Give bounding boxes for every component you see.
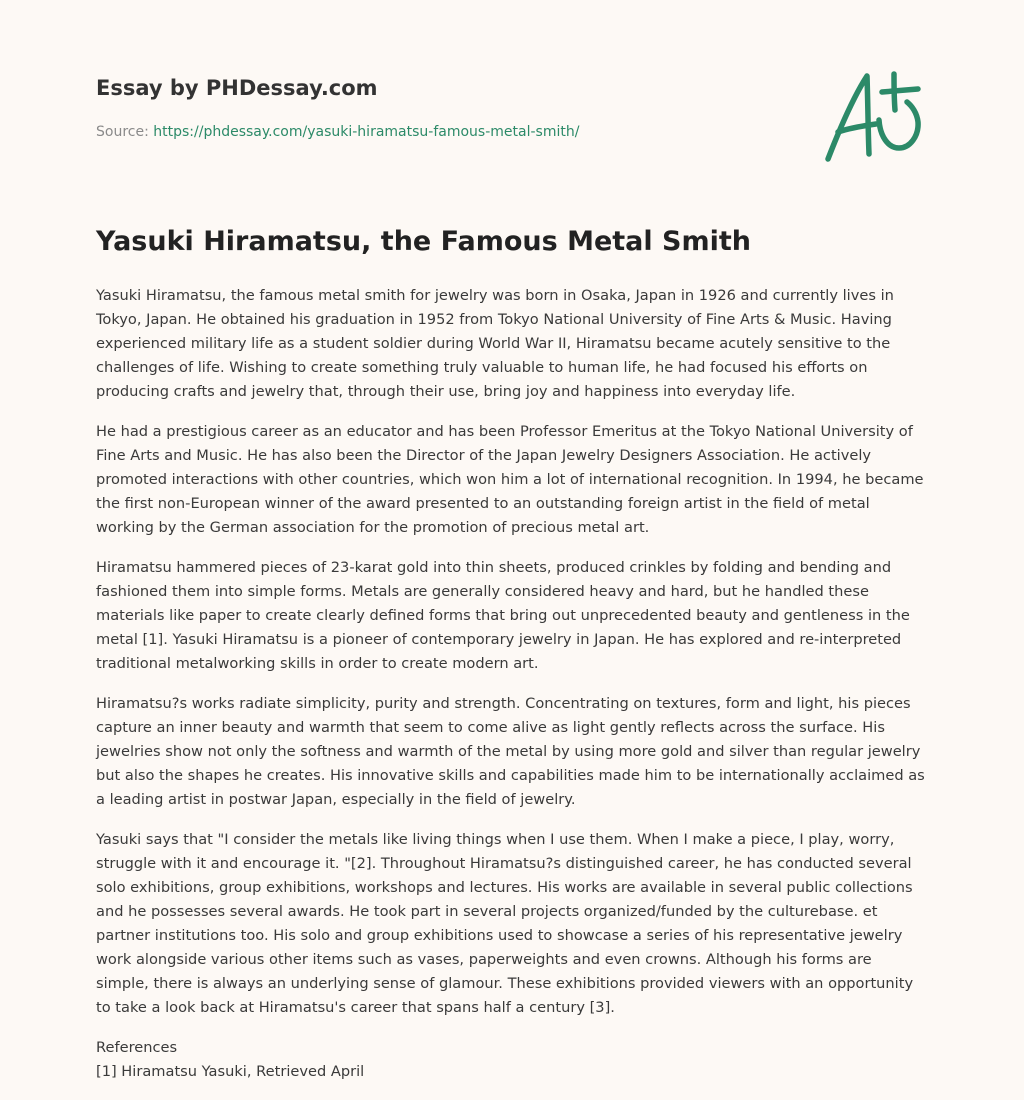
references-heading: References — [96, 1039, 178, 1056]
source-line — [96, 124, 579, 140]
paragraph-4: Hiramatsu?s works radiate simplicity, purity and strength. Concentrating on textures, form and light, his pieces capture an inner beauty and warmth that seem to come alive as light gently reflects across the surface. His jewelries show not only the softness and warmth of the metal by using more gold and silver than regular jewelry but also the shapes he creates. His innovative skills and capabilities made him to be internationally acclaimed as a leading artist in postwar Japan, especially in the field of jewelry. — [96, 695, 925, 808]
page-header — [96, 0, 928, 190]
paragraph-2: He had a prestigious career as an educator and has been Professor Emeritus at the Tokyo National University of Fine Arts and Music. He has also been the Director of the Japan Jewelry Designers Association. He actively promoted interactions with other countries, which won him a lot of international recognition. In 1994, he became the first non-European winner of the award presented to an outstanding foreign artist in the field of metal working by the German association for the promotion of precious metal art. — [96, 423, 924, 536]
paragraph-1: Yasuki Hiramatsu, the famous metal smith for jewelry was born in Osaka, Japan in 1926 and currently lives in Tokyo, Japan. He obtained his graduation in 1952 from Tokyo National University of Fine Arts & Music. Having experienced military life as a student soldier during World War II, Hiramatsu became acutely sensitive to the challenges of life. Wishing to create something truly valuable to human life, he had focused his efforts on producing crafts and jewelry that, through their use, bring joy and happiness into everyday life. — [96, 287, 894, 400]
essay-page — [96, 0, 928, 1080]
paragraph-5: Yasuki says that "I consider the metals like living things when I use them. When I make a piece, I play, worry, struggle with it and encourage it. "[2]. Throughout Hiramatsu?s distinguished career, he has conducted several solo exhibitions, group exhibitions, workshops and lectures. His works are available in several public collections and he possesses several awards. He took part in several projects organized/funded by the culturebase. et partner institutions too. His solo and group exhibitions used to showcase a series of his representative jewelry work alongside various other items such as vases, paperweights and even crowns. Although his forms are simple, there is always an underlying sense of glamour. These exhibitions provided viewers with an opportunity to take a look back at Hiramatsu's career that spans half a century [3]. — [96, 831, 914, 1016]
references-section — [96, 1036, 928, 1084]
essay-body — [96, 284, 928, 1084]
essay-title: Yasuki Hiramatsu, the Famous Metal Smith — [96, 226, 752, 257]
source-link[interactable]: https://phdessay.com/yasuki-hiramatsu-famous-metal-smith/ — [153, 124, 580, 140]
brand-title: Essay by PHDessay.com — [96, 76, 378, 100]
a-plus-logo-icon — [824, 66, 928, 166]
reference-item: [1] Hiramatsu Yasuki, Retrieved April — [96, 1063, 365, 1080]
source-label: Source: — [96, 124, 154, 140]
paragraph-3: Hiramatsu hammered pieces of 23-karat gold into thin sheets, produced crinkles by folding and bending and fashioned them into simple forms. Metals are generally considered heavy and hard, but he handled these materials like paper to create clearly defined forms that bring out unprecedented beauty and gentleness in the metal [1]. Yasuki Hiramatsu is a pioneer of contemporary jewelry in Japan. He has explored and re-interpreted traditional metalworking skills in order to create modern art. — [96, 559, 910, 672]
